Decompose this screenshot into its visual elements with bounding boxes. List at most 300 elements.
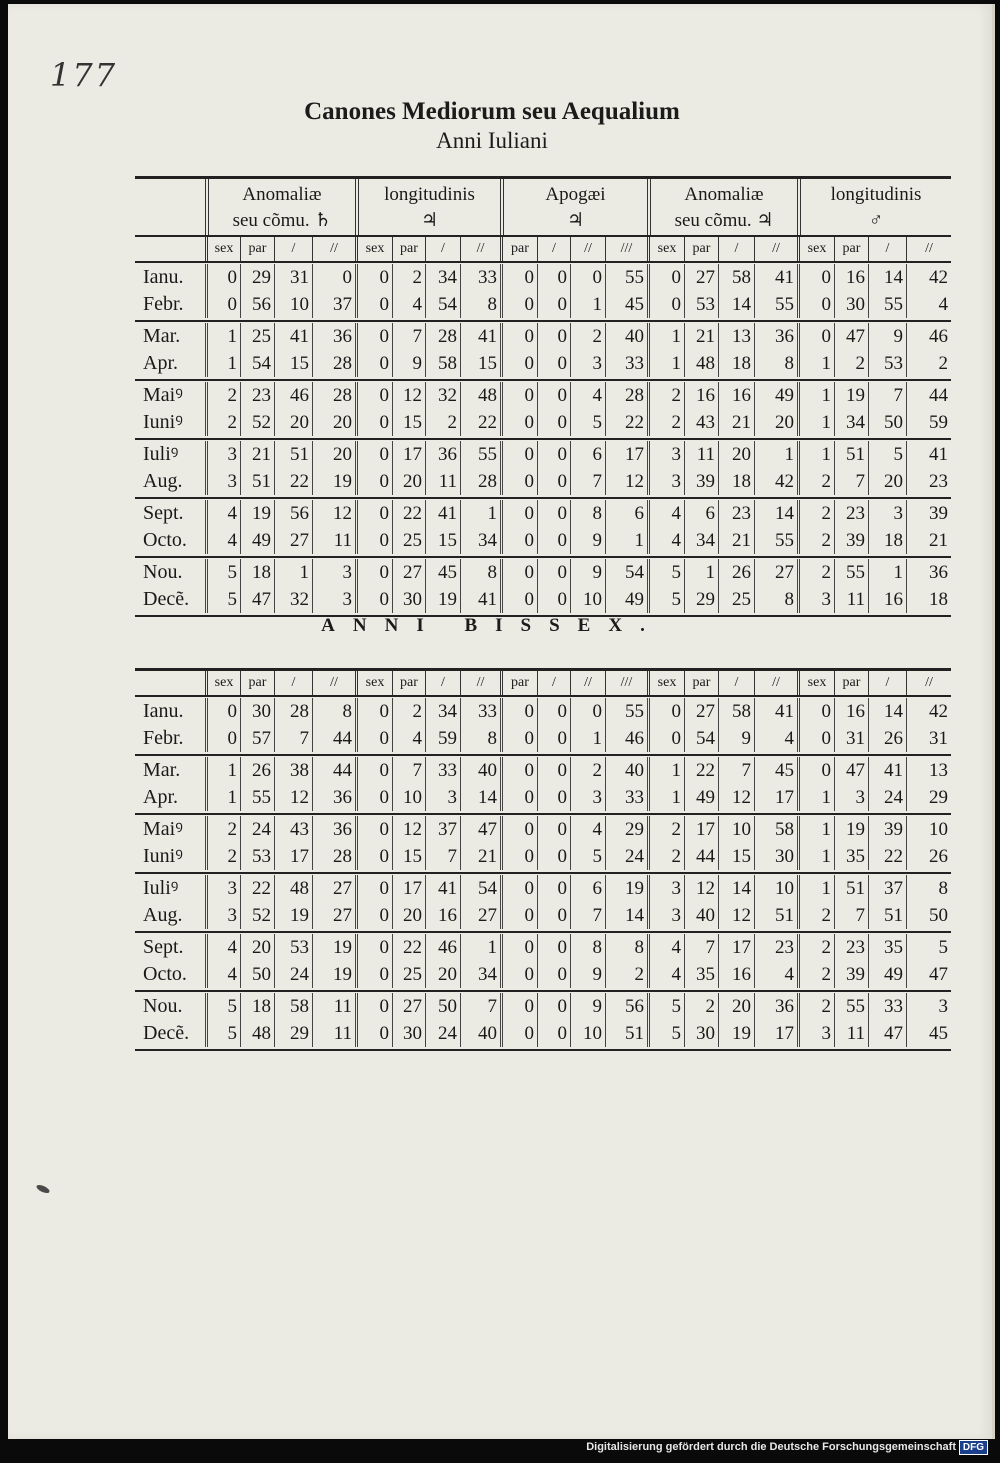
table-cell: 23 [240, 382, 274, 409]
table-cell: 1 [460, 500, 500, 527]
table-cell: 29 [906, 784, 951, 811]
table-row [135, 264, 951, 291]
table-cell: 20 [754, 409, 797, 436]
month-label: Nou. [143, 995, 183, 1017]
table-cell: 3 [205, 441, 240, 468]
table-cell: 29 [605, 816, 647, 843]
unit-header: sex [797, 237, 834, 261]
table-cell: 27 [312, 875, 355, 902]
table-cell: 43 [684, 409, 718, 436]
unit-header: / [868, 237, 906, 261]
table-cell: 0 [537, 586, 570, 613]
table-cell: 10 [906, 816, 951, 843]
table-cell: 58 [425, 350, 460, 377]
table-cell: 20 [274, 409, 312, 436]
month-pair-block [135, 697, 951, 756]
table-cell: 52 [240, 902, 274, 929]
table-cell: 51 [834, 875, 868, 902]
table-cell: 1 [797, 350, 834, 377]
table-cell: 12 [605, 468, 647, 495]
table-cell: 12 [684, 875, 718, 902]
table-cell: 7 [392, 757, 425, 784]
table-cell: 23 [834, 934, 868, 961]
table-cell: 37 [868, 875, 906, 902]
table-cell: 42 [754, 468, 797, 495]
table-cell: 2 [205, 816, 240, 843]
table-cell: 40 [684, 902, 718, 929]
table-cell: 18 [718, 350, 754, 377]
table-cell: 21 [906, 527, 951, 554]
table-cell: 45 [906, 1020, 951, 1047]
table-cell: 0 [647, 291, 684, 318]
table-cell: 55 [868, 291, 906, 318]
table-cell: 0 [537, 527, 570, 554]
table-cell: 15 [460, 350, 500, 377]
table-cell: 41 [460, 586, 500, 613]
table-cell: 9 [570, 961, 605, 988]
unit-header: // [570, 671, 605, 695]
month-label: Febr. [143, 293, 184, 315]
table-cell: 29 [240, 264, 274, 291]
table-row [135, 1020, 951, 1047]
table-cell: 17 [684, 816, 718, 843]
table-cell: 2 [684, 993, 718, 1020]
header-corner [135, 179, 205, 235]
table-cell: 0 [205, 725, 240, 752]
month-label: Mar. [143, 759, 181, 781]
table-cell: 3 [205, 468, 240, 495]
table-cell: 48 [274, 875, 312, 902]
page-number: 177 [50, 56, 118, 94]
table-cell: 1 [570, 291, 605, 318]
unit-header: // [754, 671, 797, 695]
dfg-logo: DFG [959, 1440, 988, 1455]
table-cell: 32 [425, 382, 460, 409]
table-cell: 37 [312, 291, 355, 318]
table-cell: 9 [570, 993, 605, 1020]
month-label: Decẽ. [143, 588, 190, 610]
unit-header: // [460, 671, 500, 695]
table-cell: 5 [647, 586, 684, 613]
table-cell: 19 [834, 816, 868, 843]
column-group-label: Apogæi [545, 184, 606, 205]
table-cell: 4 [570, 382, 605, 409]
unit-header: sex [205, 237, 240, 261]
table-cell: 4 [392, 725, 425, 752]
table-cell: 46 [605, 725, 647, 752]
table-cell: 21 [718, 527, 754, 554]
month-label: Apr. [143, 786, 178, 808]
table-cell: 31 [274, 264, 312, 291]
table-cell: 33 [460, 698, 500, 725]
table-cell: 0 [355, 961, 392, 988]
table-cell: 25 [392, 961, 425, 988]
table-row [135, 698, 951, 725]
table-cell: 30 [684, 1020, 718, 1047]
table-cell: 0 [500, 698, 537, 725]
table-cell: 36 [754, 993, 797, 1020]
table-cell: 17 [274, 843, 312, 870]
table-cell: 5 [205, 993, 240, 1020]
table-cell: 5 [906, 934, 951, 961]
table-cell: 28 [312, 843, 355, 870]
table-cell: 7 [834, 468, 868, 495]
month-pair-block [135, 815, 951, 874]
table-cell: 8 [570, 500, 605, 527]
table-cell: 55 [834, 993, 868, 1020]
table-cell: 4 [754, 961, 797, 988]
unit-header: / [274, 671, 312, 695]
table-cell: 31 [834, 725, 868, 752]
column-group-symbol: seu cõmu. ♄ [232, 210, 332, 231]
table-cell: 9 [718, 725, 754, 752]
month-pair-block [135, 992, 951, 1051]
table-cell: 1 [647, 350, 684, 377]
table-cell: 3 [797, 586, 834, 613]
month-label: Aug. [143, 904, 183, 926]
table-cell: 7 [684, 934, 718, 961]
table-cell: 3 [312, 559, 355, 586]
table-cell: 11 [834, 586, 868, 613]
table-anni-bissex [135, 668, 951, 1051]
table-cell: 0 [537, 725, 570, 752]
table-cell: 25 [718, 586, 754, 613]
units-corner [135, 237, 205, 261]
table-cell: 35 [834, 843, 868, 870]
unit-header: sex [205, 671, 240, 695]
table-cell: 42 [906, 264, 951, 291]
table-cell: 53 [868, 350, 906, 377]
table-cell: 5 [205, 559, 240, 586]
table-cell: 17 [718, 934, 754, 961]
table-cell: 1 [647, 323, 684, 350]
table-cell: 15 [425, 527, 460, 554]
table-cell: 0 [355, 441, 392, 468]
table-cell: 1 [868, 559, 906, 586]
table-cell: 36 [312, 816, 355, 843]
table-cell: 19 [312, 961, 355, 988]
table-cell: 0 [797, 757, 834, 784]
unit-header: / [718, 237, 754, 261]
table-cell: 0 [205, 698, 240, 725]
table-cell: 3 [868, 500, 906, 527]
table-cell: 9 [392, 350, 425, 377]
table-cell: 19 [240, 500, 274, 527]
table-cell: 1 [647, 757, 684, 784]
table-cell: 3 [570, 784, 605, 811]
unit-header: // [754, 237, 797, 261]
unit-header: par [684, 237, 718, 261]
unit-header: par [500, 671, 537, 695]
table-cell: 0 [500, 441, 537, 468]
table-cell: 0 [205, 291, 240, 318]
table-cell: 18 [868, 527, 906, 554]
month-label: Ianu. [143, 266, 184, 288]
table-cell: 20 [240, 934, 274, 961]
table-cell: 4 [392, 291, 425, 318]
table-cell: 2 [797, 934, 834, 961]
table-cell: 22 [274, 468, 312, 495]
table-cell: 5 [647, 559, 684, 586]
table-row [135, 816, 951, 843]
table-cell: 5 [205, 1020, 240, 1047]
month-label: Mar. [143, 325, 181, 347]
table-cell: 20 [868, 468, 906, 495]
month-label: Decẽ. [143, 1022, 190, 1044]
table-cell: 50 [868, 409, 906, 436]
table-cell: 0 [797, 264, 834, 291]
table-cell: 55 [460, 441, 500, 468]
table-cell: 0 [537, 559, 570, 586]
unit-header: par [500, 237, 537, 261]
table-cell: 0 [537, 698, 570, 725]
units-header-row [135, 237, 951, 263]
table-cell: 0 [537, 816, 570, 843]
table-cell: 12 [392, 382, 425, 409]
table-cell: 2 [797, 559, 834, 586]
column-group-label: Anomaliæ [684, 184, 764, 205]
table-cell: 34 [684, 527, 718, 554]
table-cell: 7 [425, 843, 460, 870]
table-cell: 16 [425, 902, 460, 929]
table-cell: 10 [392, 784, 425, 811]
table-cell: 55 [754, 291, 797, 318]
table-cell: 0 [537, 323, 570, 350]
table-cell: 26 [868, 725, 906, 752]
table-cell: 0 [797, 698, 834, 725]
table-cell: 46 [425, 934, 460, 961]
table-cell: 27 [460, 902, 500, 929]
table-cell: 0 [537, 784, 570, 811]
table-cell: 10 [274, 291, 312, 318]
table-cell: 17 [605, 441, 647, 468]
table-cell: 19 [605, 875, 647, 902]
table-cell: 0 [570, 698, 605, 725]
table-cell: 36 [312, 784, 355, 811]
table-cell: 7 [274, 725, 312, 752]
table-cell: 22 [605, 409, 647, 436]
table-cell: 27 [754, 559, 797, 586]
table-cell: 1 [605, 527, 647, 554]
table-cell: 0 [500, 500, 537, 527]
table-cell: 20 [718, 441, 754, 468]
month-label: Ianu. [143, 700, 184, 722]
table-cell: 7 [392, 323, 425, 350]
page-title: Canones Mediorum seu Aequalium [304, 98, 680, 125]
month-pair-block [135, 558, 951, 617]
table-cell: 0 [537, 993, 570, 1020]
unit-header: par [834, 671, 868, 695]
table-row [135, 934, 951, 961]
table-cell: 0 [312, 264, 355, 291]
unit-header: / [425, 671, 460, 695]
table-cell: 0 [797, 291, 834, 318]
table-cell: 0 [355, 993, 392, 1020]
table-cell: 12 [312, 500, 355, 527]
table-cell: 2 [797, 961, 834, 988]
table-cell: 0 [355, 291, 392, 318]
table-cell: 1 [205, 350, 240, 377]
table-cell: 41 [754, 698, 797, 725]
unit-header: sex [647, 671, 684, 695]
table-cell: 54 [425, 291, 460, 318]
table-cell: 0 [537, 500, 570, 527]
table-cell: 41 [274, 323, 312, 350]
table-cell: 0 [500, 264, 537, 291]
table-cell: 0 [205, 264, 240, 291]
table-cell: 30 [754, 843, 797, 870]
table-cell: 42 [906, 698, 951, 725]
table-cell: 34 [425, 698, 460, 725]
table-cell: 2 [392, 264, 425, 291]
table-cell: 1 [797, 816, 834, 843]
table-cell: 7 [718, 757, 754, 784]
table-cell: 39 [834, 527, 868, 554]
table-cell: 0 [500, 350, 537, 377]
table-cell: 10 [570, 1020, 605, 1047]
table-cell: 58 [754, 816, 797, 843]
table-cell: 2 [570, 757, 605, 784]
table-cell: 4 [205, 961, 240, 988]
column-group-label: longitudinis [384, 184, 475, 205]
table-cell: 1 [205, 757, 240, 784]
column-group-label: Anomaliæ [242, 184, 322, 205]
table-cell: 22 [684, 757, 718, 784]
table-cell: 36 [754, 323, 797, 350]
unit-header: / [274, 237, 312, 261]
table-cell: 28 [274, 698, 312, 725]
table-cell: 36 [425, 441, 460, 468]
table-cell: 32 [274, 586, 312, 613]
table-cell: 7 [868, 382, 906, 409]
table-cell: 10 [718, 816, 754, 843]
table-cell: 41 [425, 500, 460, 527]
table-cell: 46 [906, 323, 951, 350]
table-cell: 20 [392, 902, 425, 929]
column-group-symbol: ♂ [868, 210, 884, 231]
table-cell: 2 [205, 843, 240, 870]
unit-header: sex [797, 671, 834, 695]
table-cell: 57 [240, 725, 274, 752]
table-cell: 19 [425, 586, 460, 613]
month-label: Iuniꝰ [143, 411, 183, 433]
table-cell: 33 [868, 993, 906, 1020]
table-cell: 13 [718, 323, 754, 350]
table-cell: 51 [274, 441, 312, 468]
table-cell: 0 [537, 291, 570, 318]
table-cell: 26 [718, 559, 754, 586]
table-cell: 0 [500, 961, 537, 988]
table-cell: 33 [605, 784, 647, 811]
unit-header: // [906, 671, 951, 695]
column-group-symbol: seu cõmu. ♃ [674, 210, 774, 231]
table-cell: 16 [834, 698, 868, 725]
table-cell: 14 [718, 875, 754, 902]
table-cell: 0 [500, 291, 537, 318]
table-cell: 50 [906, 902, 951, 929]
table-cell: 19 [312, 934, 355, 961]
table-cell: 21 [460, 843, 500, 870]
column-group-5 [797, 179, 951, 235]
table-cell: 36 [906, 559, 951, 586]
table-cell: 8 [754, 586, 797, 613]
table-cell: 49 [240, 527, 274, 554]
table-cell: 45 [605, 291, 647, 318]
table-cell: 30 [392, 586, 425, 613]
table-cell: 1 [647, 784, 684, 811]
table-cell: 0 [647, 264, 684, 291]
table-row [135, 468, 951, 495]
table-cell: 12 [274, 784, 312, 811]
table-cell: 14 [605, 902, 647, 929]
units-header-row [135, 671, 951, 697]
table-cell: 46 [274, 382, 312, 409]
table-cell: 26 [240, 757, 274, 784]
unit-header: /// [605, 671, 647, 695]
table-cell: 1 [274, 559, 312, 586]
table-cell: 9 [570, 559, 605, 586]
table-cell: 4 [647, 527, 684, 554]
table-cell: 24 [240, 816, 274, 843]
table-cell: 11 [684, 441, 718, 468]
table-cell: 1 [797, 843, 834, 870]
table-cell: 2 [797, 527, 834, 554]
table-cell: 27 [392, 993, 425, 1020]
table-cell: 0 [500, 757, 537, 784]
unit-header: // [570, 237, 605, 261]
table-row [135, 586, 951, 613]
table-cell: 24 [868, 784, 906, 811]
table-cell: 1 [684, 559, 718, 586]
table-cell: 0 [355, 1020, 392, 1047]
table-cell: 54 [240, 350, 274, 377]
table-cell: 28 [605, 382, 647, 409]
table-cell: 0 [500, 843, 537, 870]
table-cell: 59 [425, 725, 460, 752]
table-row [135, 961, 951, 988]
table-cell: 1 [797, 784, 834, 811]
table-cell: 2 [834, 350, 868, 377]
table-cell: 0 [500, 409, 537, 436]
table-cell: 22 [392, 934, 425, 961]
table-cell: 4 [205, 934, 240, 961]
table-cell: 2 [605, 961, 647, 988]
table-cell: 0 [797, 323, 834, 350]
table-cell: 55 [240, 784, 274, 811]
table-cell: 0 [500, 382, 537, 409]
table-cell: 50 [425, 993, 460, 1020]
table-cell: 27 [312, 902, 355, 929]
unit-header: par [684, 671, 718, 695]
unit-header: // [906, 237, 951, 261]
table-cell: 23 [834, 500, 868, 527]
table-cell: 0 [500, 527, 537, 554]
table-cell: 0 [537, 264, 570, 291]
table-cell: 21 [240, 441, 274, 468]
table-row [135, 441, 951, 468]
table-cell: 59 [906, 409, 951, 436]
table-cell: 1 [570, 725, 605, 752]
month-pair-block [135, 322, 951, 381]
table-cell: 14 [460, 784, 500, 811]
table-cell: 11 [425, 468, 460, 495]
table-cell: 56 [605, 993, 647, 1020]
table-cell: 16 [684, 382, 718, 409]
table-cell: 15 [392, 843, 425, 870]
table-cell: 3 [647, 902, 684, 929]
table-cell: 12 [718, 784, 754, 811]
month-pair-block [135, 499, 951, 558]
